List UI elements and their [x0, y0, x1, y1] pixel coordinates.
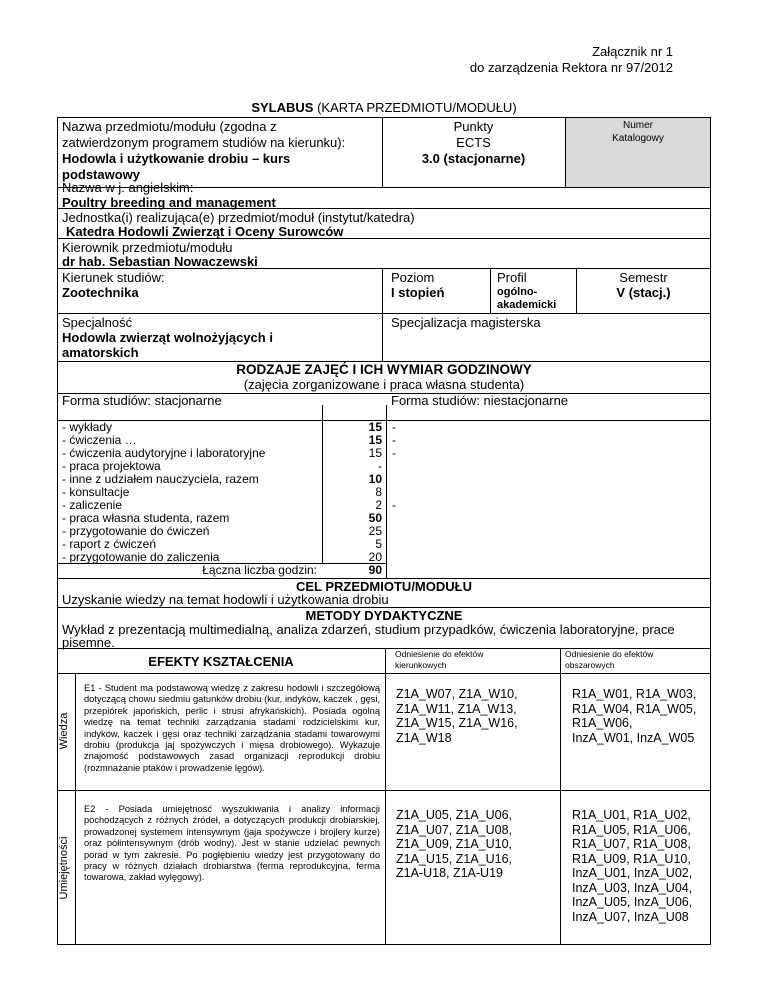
level-value: I stopień — [391, 285, 445, 300]
hours-row-label: - raport z ćwiczeń — [62, 537, 157, 551]
reference-line: Z1A_U15, Z1A_U16, — [396, 851, 513, 866]
part-time-value: - — [392, 433, 396, 447]
outcomes-title: EFEKTY KSZTAŁCENIA — [148, 654, 294, 669]
english-name-label: Nazwa w j. angielskim: — [62, 180, 194, 195]
ects-label: Punkty — [453, 119, 494, 134]
attachment-number: Załącznik nr 1 — [592, 44, 673, 59]
document-title: SYLABUS (KARTA PRZEDMIOTU/MODUŁU) — [251, 100, 517, 115]
direction-reference-header: kierunkowych — [395, 660, 447, 670]
reference-line: Z1A_U07, Z1A_U08, — [396, 822, 513, 837]
reference-line: Z1A_W11, Z1A_W13, — [396, 701, 517, 716]
reference-line: R1A_U01, R1A_U02, — [572, 808, 691, 822]
area-reference-header: obszarowych — [565, 660, 615, 670]
area-reference-header: Odniesienie do efektów — [565, 649, 654, 659]
outcome-e2-text: E2 - Posiada umiejętność wyszukiwania i analizy informacji pochodzących z różnych źródeł, a dotyczących produkcji drobiarskiej, prowadzonej systemem intensywnym (jaja spożywcze i brojlery kurze) oraz półintensywnym (drób wodny). Jest w stanie udzielać pewnych porad w tym zakresie. Po pogłębieniu wiedzy jest przygotowany do pracy w różnych działach drobiarstwa (ferma reprodukcyjna, ferma towarowa, zakład wylęgowy). — [84, 804, 380, 883]
reference-line: Z1A_W15, Z1A_W16, — [396, 716, 518, 730]
unit-name: Katedra Hodowli Zwierząt i Oceny Surowców — [66, 224, 344, 239]
master-specialization-label: Specjalizacja magisterska — [391, 315, 541, 330]
reference-line: InzA_U01, InzA_U02, — [572, 866, 693, 880]
hours-row-value: 15 — [368, 446, 382, 460]
hours-section-title: RODZAJE ZAJĘĆ I ICH WYMIAR GODZINOWY — [236, 362, 532, 377]
course-head-name: dr hab. Sebastian Nowaczewski — [62, 254, 258, 269]
level-label: Poziom — [391, 270, 435, 285]
hours-row-label: - ćwiczenia … — [62, 433, 137, 447]
hours-row-value: 15 — [368, 420, 382, 434]
regulation-reference: do zarządzenia Rektora nr 97/2012 — [469, 60, 673, 75]
hours-row-value: - — [378, 459, 382, 473]
reference-line: InzA_U03, InzA_U04, — [572, 880, 693, 895]
course-name: podstawowy — [62, 167, 141, 182]
course-head-label: Kierownik przedmiotu/modułu — [62, 240, 233, 255]
reference-line: R1A_U07, R1A_U08, — [572, 837, 691, 851]
hours-row-label: - przygotowanie do ćwiczeń — [62, 524, 210, 538]
reference-line: R1A_W01, R1A_W03, — [572, 687, 697, 701]
outcome-e1-direction-refs — [396, 687, 518, 745]
methods-text: Wykład z prezentacją multimedialną, analiza zdarzeń, studium przypadków, ćwiczenia laboratoryjne, prace — [62, 622, 675, 637]
reference-line: InzA_U07, InzA_U08 — [572, 909, 689, 924]
profile-label: Profil — [497, 270, 527, 285]
outcome-e2-direction-refs — [396, 808, 512, 881]
ects-label: ECTS — [456, 135, 491, 150]
skills-category-label: Umiejętności — [58, 836, 70, 900]
hours-row-label: - przygotowanie do zaliczenia — [62, 550, 220, 564]
total-hours-value: 90 — [368, 563, 382, 577]
specialty: Hodowla zwierząt wolnożyjących i — [62, 330, 273, 345]
english-name: Poultry breeding and management — [62, 195, 276, 210]
hours-row-label: - ćwiczenia audytoryjne i laboratoryjne — [62, 446, 266, 460]
reference-line: InzA_W01, InzA_W05 — [572, 730, 695, 745]
hours-row-label: - wykłady — [62, 420, 113, 434]
catalog-label: Katalogowy — [612, 133, 664, 144]
hours-row-value: 15 — [368, 433, 382, 447]
hours-row-value: 25 — [368, 524, 382, 538]
outcome-e2-area-refs — [572, 808, 692, 924]
part-time-value: - — [392, 498, 396, 512]
reference-line: Z1A-U18, Z1A-U19 — [396, 866, 503, 880]
reference-line: R1A_W06, — [572, 716, 633, 730]
field-of-study-label: Kierunek studiów: — [62, 270, 165, 285]
field-of-study: Zootechnika — [62, 285, 139, 300]
profile-value: ogólno- — [497, 286, 538, 298]
hours-section-subtitle: (zajęcia zorganizowane i praca własna studenta) — [243, 377, 525, 392]
reference-line: R1A_U09, R1A_U10, — [572, 851, 691, 866]
outcome-e1-text: E1 - Student ma podstawową wiedzę z zakresu hodowli i szczegółową dotyczącą chowu siedmiu gatunków drobiu (kur, indyków, kaczek , gęsi, przepiórek japońskich, perlic i strusi afrykańskich). Posiada ogólną wiedzę na temat techniki zarządzania stadami rodzicielskimi kur, indyków, kaczek i gęsi oraz techniki zarządzania stadami towarowymi drobiu (produkcja jaj spożywczych i mięsa drobiowego). Wykazuje znajomość podstawowych zasad organizacji reprodukcji drobiu (rozmnażanie ptaków i prowadzenie lęgów). — [84, 683, 380, 773]
reference-line: Z1A_W07, Z1A_W10, — [396, 687, 518, 701]
hours-row-label: - praca własna studenta, razem — [62, 511, 230, 525]
total-hours-label: Łączna liczba godzin: — [202, 563, 317, 577]
specialty-label: Specjalność — [62, 315, 133, 330]
profile-value: akademicki — [497, 299, 557, 311]
hours-row-value: 2 — [375, 498, 382, 512]
specialty: amatorskich — [62, 345, 139, 360]
catalog-label: Numer — [622, 120, 653, 131]
part-time-value: - — [392, 446, 396, 460]
hours-row-value: 8 — [375, 485, 382, 499]
course-name-label: Nazwa przedmiotu/modułu (zgodna z — [62, 119, 277, 134]
semester-label: Semestr — [619, 270, 668, 285]
hours-row-label: - zaliczenie — [62, 498, 123, 512]
semester-value: V (stacj.) — [616, 285, 671, 300]
reference-line: R1A_W04, R1A_W05, — [572, 701, 697, 716]
hours-row-label: - inne z udziałem nauczyciela, razem — [62, 472, 259, 486]
unit-label: Jednostka(i) realizująca(e) przedmiot/moduł (instytut/katedra) — [62, 210, 415, 225]
hours-row-value: 20 — [368, 550, 382, 564]
methods-text: pisemne. — [62, 635, 115, 650]
outcome-e1-area-refs — [572, 687, 696, 745]
reference-line: Z1A_U05, Z1A_U06, — [396, 808, 513, 822]
goal-title: CEL PRZEDMIOTU/MODUŁU — [296, 579, 472, 594]
part-time-label: Forma studiów: niestacjonarne — [391, 393, 569, 408]
hours-row-label: - konsultacje — [62, 485, 130, 499]
direction-reference-header: Odniesienie do efektów — [395, 649, 484, 659]
reference-line: R1A_U05, R1A_U06, — [572, 822, 691, 837]
hours-row-label: - praca projektowa — [62, 459, 161, 473]
course-name-label: zatwierdzonym programem studiów na kierunku): — [62, 135, 346, 150]
methods-title: METODY DYDAKTYCZNE — [305, 608, 463, 623]
hours-row-value: 10 — [368, 472, 382, 486]
reference-line: Z1A_U09, Z1A_U10, — [396, 837, 513, 851]
full-time-label: Forma studiów: stacjonarne — [62, 393, 222, 408]
course-name: Hodowla i użytkowanie drobiu – kurs — [62, 151, 291, 166]
ects-value: 3.0 (stacjonarne) — [421, 151, 526, 166]
hours-row-value: 50 — [368, 511, 382, 525]
reference-line: Z1A_W18 — [396, 730, 452, 745]
knowledge-category-label: Wiedza — [58, 712, 70, 750]
part-time-value: - — [392, 420, 396, 434]
goal-text: Uzyskanie wiedzy na temat hodowli i użytkowania drobiu — [62, 592, 389, 607]
hours-row-value: 5 — [375, 537, 382, 551]
reference-line: InzA_U05, InzA_U06, — [572, 895, 693, 909]
